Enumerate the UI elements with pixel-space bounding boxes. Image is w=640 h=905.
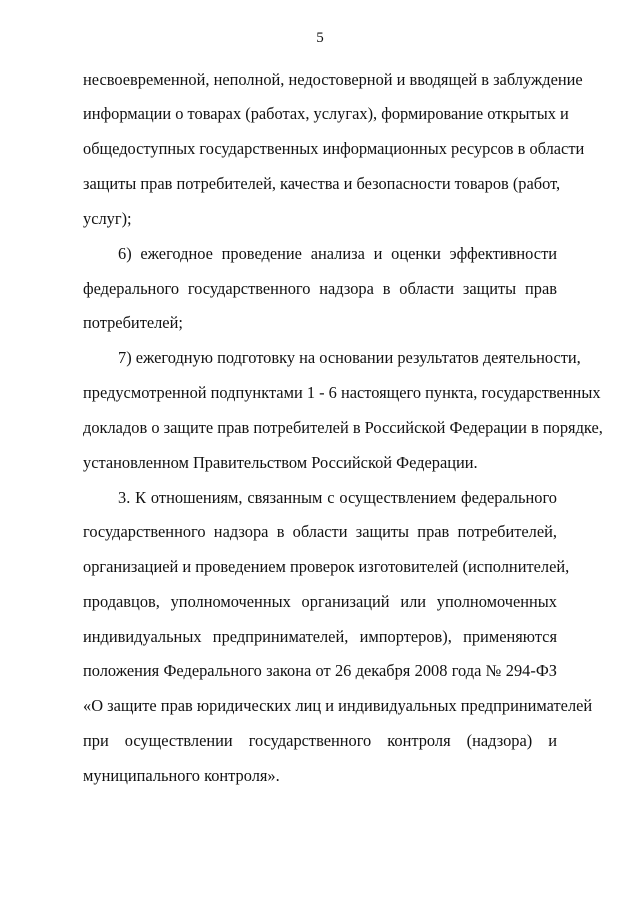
text-line-19: «О защите прав юридических лиц и индивидуальных предпринимателей xyxy=(83,696,593,715)
text-line-13: 3. К отношениям, связанным с осуществлением федерального xyxy=(118,488,557,507)
text-line-8: потребителей; xyxy=(83,313,183,332)
text-line-2: информации о товарах (работах, услугах), формирование открытых и xyxy=(83,104,569,123)
text-line-10: предусмотренной подпунктами 1 - 6 настоящего пункта, государственных xyxy=(83,383,601,402)
text-line-1: несвоевременной, неполной, недостоверной и вводящей в заблуждение xyxy=(83,70,583,89)
text-line-21: муниципального контроля». xyxy=(83,766,280,785)
text-line-4: защиты прав потребителей, качества и безопасности товаров (работ, xyxy=(83,174,561,193)
text-line-18: положения Федерального закона от 26 декабря 2008 года № 294-ФЗ xyxy=(83,661,557,680)
text-line-7: федерального государственного надзора в области защиты прав xyxy=(83,279,557,298)
page-number: 5 xyxy=(316,30,324,46)
text-line-11: докладов о защите прав потребителей в Российской Федерации в порядке, xyxy=(83,418,603,437)
text-line-5: услуг); xyxy=(83,209,132,228)
text-line-17: индивидуальных предпринимателей, импортеров), применяются xyxy=(83,627,557,646)
text-line-3: общедоступных государственных информационных ресурсов в области xyxy=(83,139,585,158)
text-line-16: продавцов, уполномоченных организаций или уполномоченных xyxy=(83,592,557,611)
text-line-20: при осуществлении государственного контроля (надзора) и xyxy=(83,731,557,750)
text-line-15: организацией и проведением проверок изготовителей (исполнителей, xyxy=(83,557,570,576)
text-line-12: установленном Правительством Российской Федерации. xyxy=(83,453,478,472)
text-line-9: 7) ежегодную подготовку на основании результатов деятельности, xyxy=(118,348,581,367)
text-line-6: 6) ежегодное проведение анализа и оценки эффективности xyxy=(118,244,557,263)
text-line-14: государственного надзора в области защиты прав потребителей, xyxy=(83,522,557,541)
